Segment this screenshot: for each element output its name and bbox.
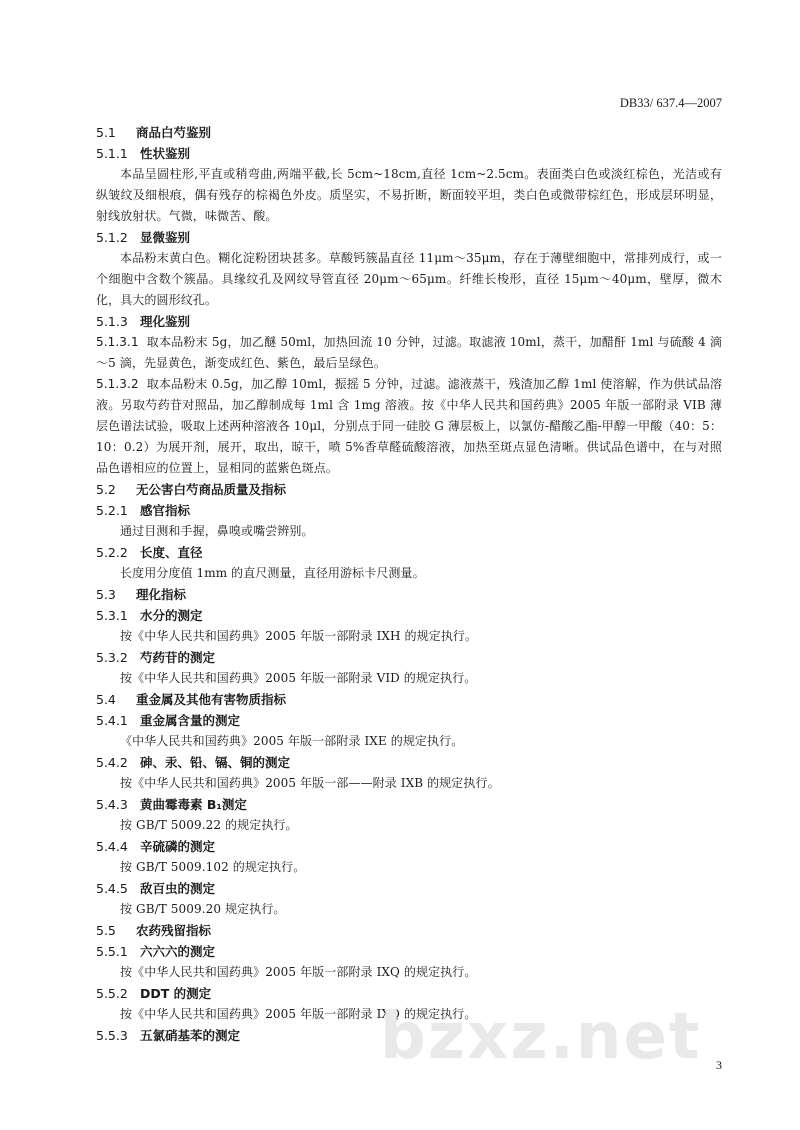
section-title: 感官指标 (140, 503, 191, 518)
paragraph: 长度用分度值 1mm 的直尺测量，直径用游标卡尺测量。 (120, 566, 425, 580)
section-number: 5.1.3 (96, 314, 128, 329)
section-number: 5.4 (96, 692, 116, 707)
section-heading (96, 836, 722, 857)
section-title: 重金属及其他有害物质指标 (136, 692, 287, 707)
section-number: 5.3.2 (96, 650, 128, 665)
section-title: 敌百虫的测定 (140, 881, 216, 896)
section-title: 理化鉴别 (140, 314, 191, 329)
section-title: 五氯硝基苯的测定 (140, 1028, 241, 1043)
section-heading (96, 647, 722, 668)
section-heading (96, 227, 722, 248)
section-heading (96, 878, 722, 899)
section-number: 5.1.2 (96, 230, 128, 245)
section-heading (96, 584, 722, 605)
paragraph: 《中华人民共和国药典》2005 年版一部附录 IXE 的规定执行。 (120, 734, 464, 748)
section-title: 理化指标 (136, 587, 187, 602)
paragraph: 按 GB/T 5009.20 规定执行。 (120, 902, 286, 916)
section-title: 显微鉴别 (140, 230, 191, 245)
clause-number: 5.1.3.2 (96, 377, 139, 391)
paragraph: 本品粉末黄白色。糊化淀粉团块甚多。草酸钙簇晶直径 11μm～35μm，存在于薄壁细胞中，常排列成行，或一个细胞中含数个簇晶。具缘纹孔及网纹导管直径 20μm～65μm。纤维长梭形，直径 15μm～40μm，壁厚，微木化，具大的圆形纹孔。 (96, 251, 722, 307)
section-title: 砷、汞、铅、镉、铜的测定 (140, 755, 291, 770)
section-title: 长度、直径 (140, 545, 203, 560)
paragraph: 按《中华人民共和国药典》2005 年版一部——附录 IXB 的规定执行。 (120, 776, 500, 790)
section-title: 水分的测定 (140, 608, 203, 623)
section-number: 5.4.3 (96, 797, 128, 812)
section-title: 黄曲霉毒素 B₁测定 (140, 797, 247, 812)
paragraph: 按 GB/T 5009.22 的规定执行。 (120, 818, 298, 832)
paragraph: 按《中华人民共和国药典》2005 年版一部附录 IXQ 的规定执行。 (120, 1007, 477, 1021)
page-number: 3 (716, 1058, 722, 1072)
section-title: 无公害白芍商品质量及指标 (136, 482, 287, 497)
section-title: 六六六的测定 (140, 944, 216, 959)
paragraph: 按 GB/T 5009.102 的规定执行。 (120, 860, 306, 874)
section-heading (96, 941, 722, 962)
section-number: 5.4.1 (96, 713, 128, 728)
clause-text: 取本品粉末 5g，加乙醚 50ml，加热回流 10 分钟，过滤。取滤液 10ml，蒸干，加醋酐 1ml 与硫酸 4 滴～5 滴，先显黄色，渐变成红色、紫色，最后呈绿色。 (96, 335, 722, 370)
section-heading (96, 542, 722, 563)
document-number: DB33/ 637.4—2007 (619, 96, 722, 110)
section-title: 辛硫磷的测定 (140, 839, 216, 854)
section-heading (96, 689, 722, 710)
paragraph: 通过目测和手握，鼻嗅或嘴尝辨别。 (120, 524, 314, 538)
paragraph: 按《中华人民共和国药典》2005 年版一部附录 VID 的规定执行。 (120, 671, 477, 685)
document-body (96, 122, 722, 1046)
section-title: 性状鉴别 (140, 146, 191, 161)
section-heading (96, 794, 722, 815)
numbered-paragraph (96, 332, 722, 374)
section-title: 商品白芍鉴别 (136, 125, 212, 140)
section-heading (96, 500, 722, 521)
section-number: 5.2 (96, 482, 116, 497)
section-number: 5.1 (96, 125, 116, 140)
clause-number: 5.1.3.1 (96, 335, 139, 349)
section-number: 5.3 (96, 587, 116, 602)
section-heading (96, 710, 722, 731)
section-number: 5.4.4 (96, 839, 128, 854)
section-heading (96, 122, 722, 143)
paragraph: 按《中华人民共和国药典》2005 年版一部附录 IXQ 的规定执行。 (120, 965, 477, 979)
section-number: 5.2.2 (96, 545, 128, 560)
section-heading (96, 479, 722, 500)
section-number: 5.4.5 (96, 881, 128, 896)
section-number: 5.5 (96, 923, 116, 938)
section-heading (96, 143, 722, 164)
section-number: 5.5.1 (96, 944, 128, 959)
section-number: 5.5.2 (96, 986, 128, 1001)
section-title: 重金属含量的测定 (140, 713, 241, 728)
section-heading (96, 920, 722, 941)
section-heading (96, 311, 722, 332)
section-heading (96, 605, 722, 626)
numbered-paragraph (96, 374, 722, 479)
section-title: 芍药苷的测定 (140, 650, 216, 665)
watermark: bzxz.net (380, 1000, 702, 1074)
section-number: 5.2.1 (96, 503, 128, 518)
clause-text: 取本品粉末 0.5g，加乙醇 10ml，振摇 5 分钟，过滤。滤液蒸干，残渣加乙醇 1ml 使溶解，作为供试品溶液。另取芍药苷对照品，加乙醇制成每 1ml 含 1mg 溶液。按《中华人民共和国药典》2005 年版一部附录 VIB 薄层色谱法试验，吸取上述两种溶液各 10μl，分别点于同一硅胶 G 薄层板上，以氯仿-醋酸乙酯-甲醇一甲酸（40：5：10：0.2）为展开剂，展开，取出，晾干，喷 5%香草醛硫酸溶液，加热至斑点显色清晰。供试品色谱中，在与对照品色谱相应的位置上，显相同的蓝紫色斑点。 (96, 377, 722, 475)
section-number: 5.4.2 (96, 755, 128, 770)
section-title: DDT 的测定 (140, 986, 212, 1001)
section-title: 农药残留指标 (136, 923, 212, 938)
paragraph: 本品呈圆柱形,平直或稍弯曲,两端平截,长 5cm~18cm,直径 1cm~2.5cm。表面类白色或淡红棕色，光洁或有纵皱纹及细根痕，偶有残存的棕褐色外皮。质坚实，不易折断，断面较平坦，类白色或微带棕红色，形成层环明显，射线放射状。气微，味微苦、酸。 (96, 167, 722, 223)
section-number: 5.1.1 (96, 146, 128, 161)
section-number: 5.3.1 (96, 608, 128, 623)
section-heading (96, 752, 722, 773)
paragraph: 按《中华人民共和国药典》2005 年版一部附录 IXH 的规定执行。 (120, 629, 478, 643)
section-number: 5.5.3 (96, 1028, 128, 1043)
